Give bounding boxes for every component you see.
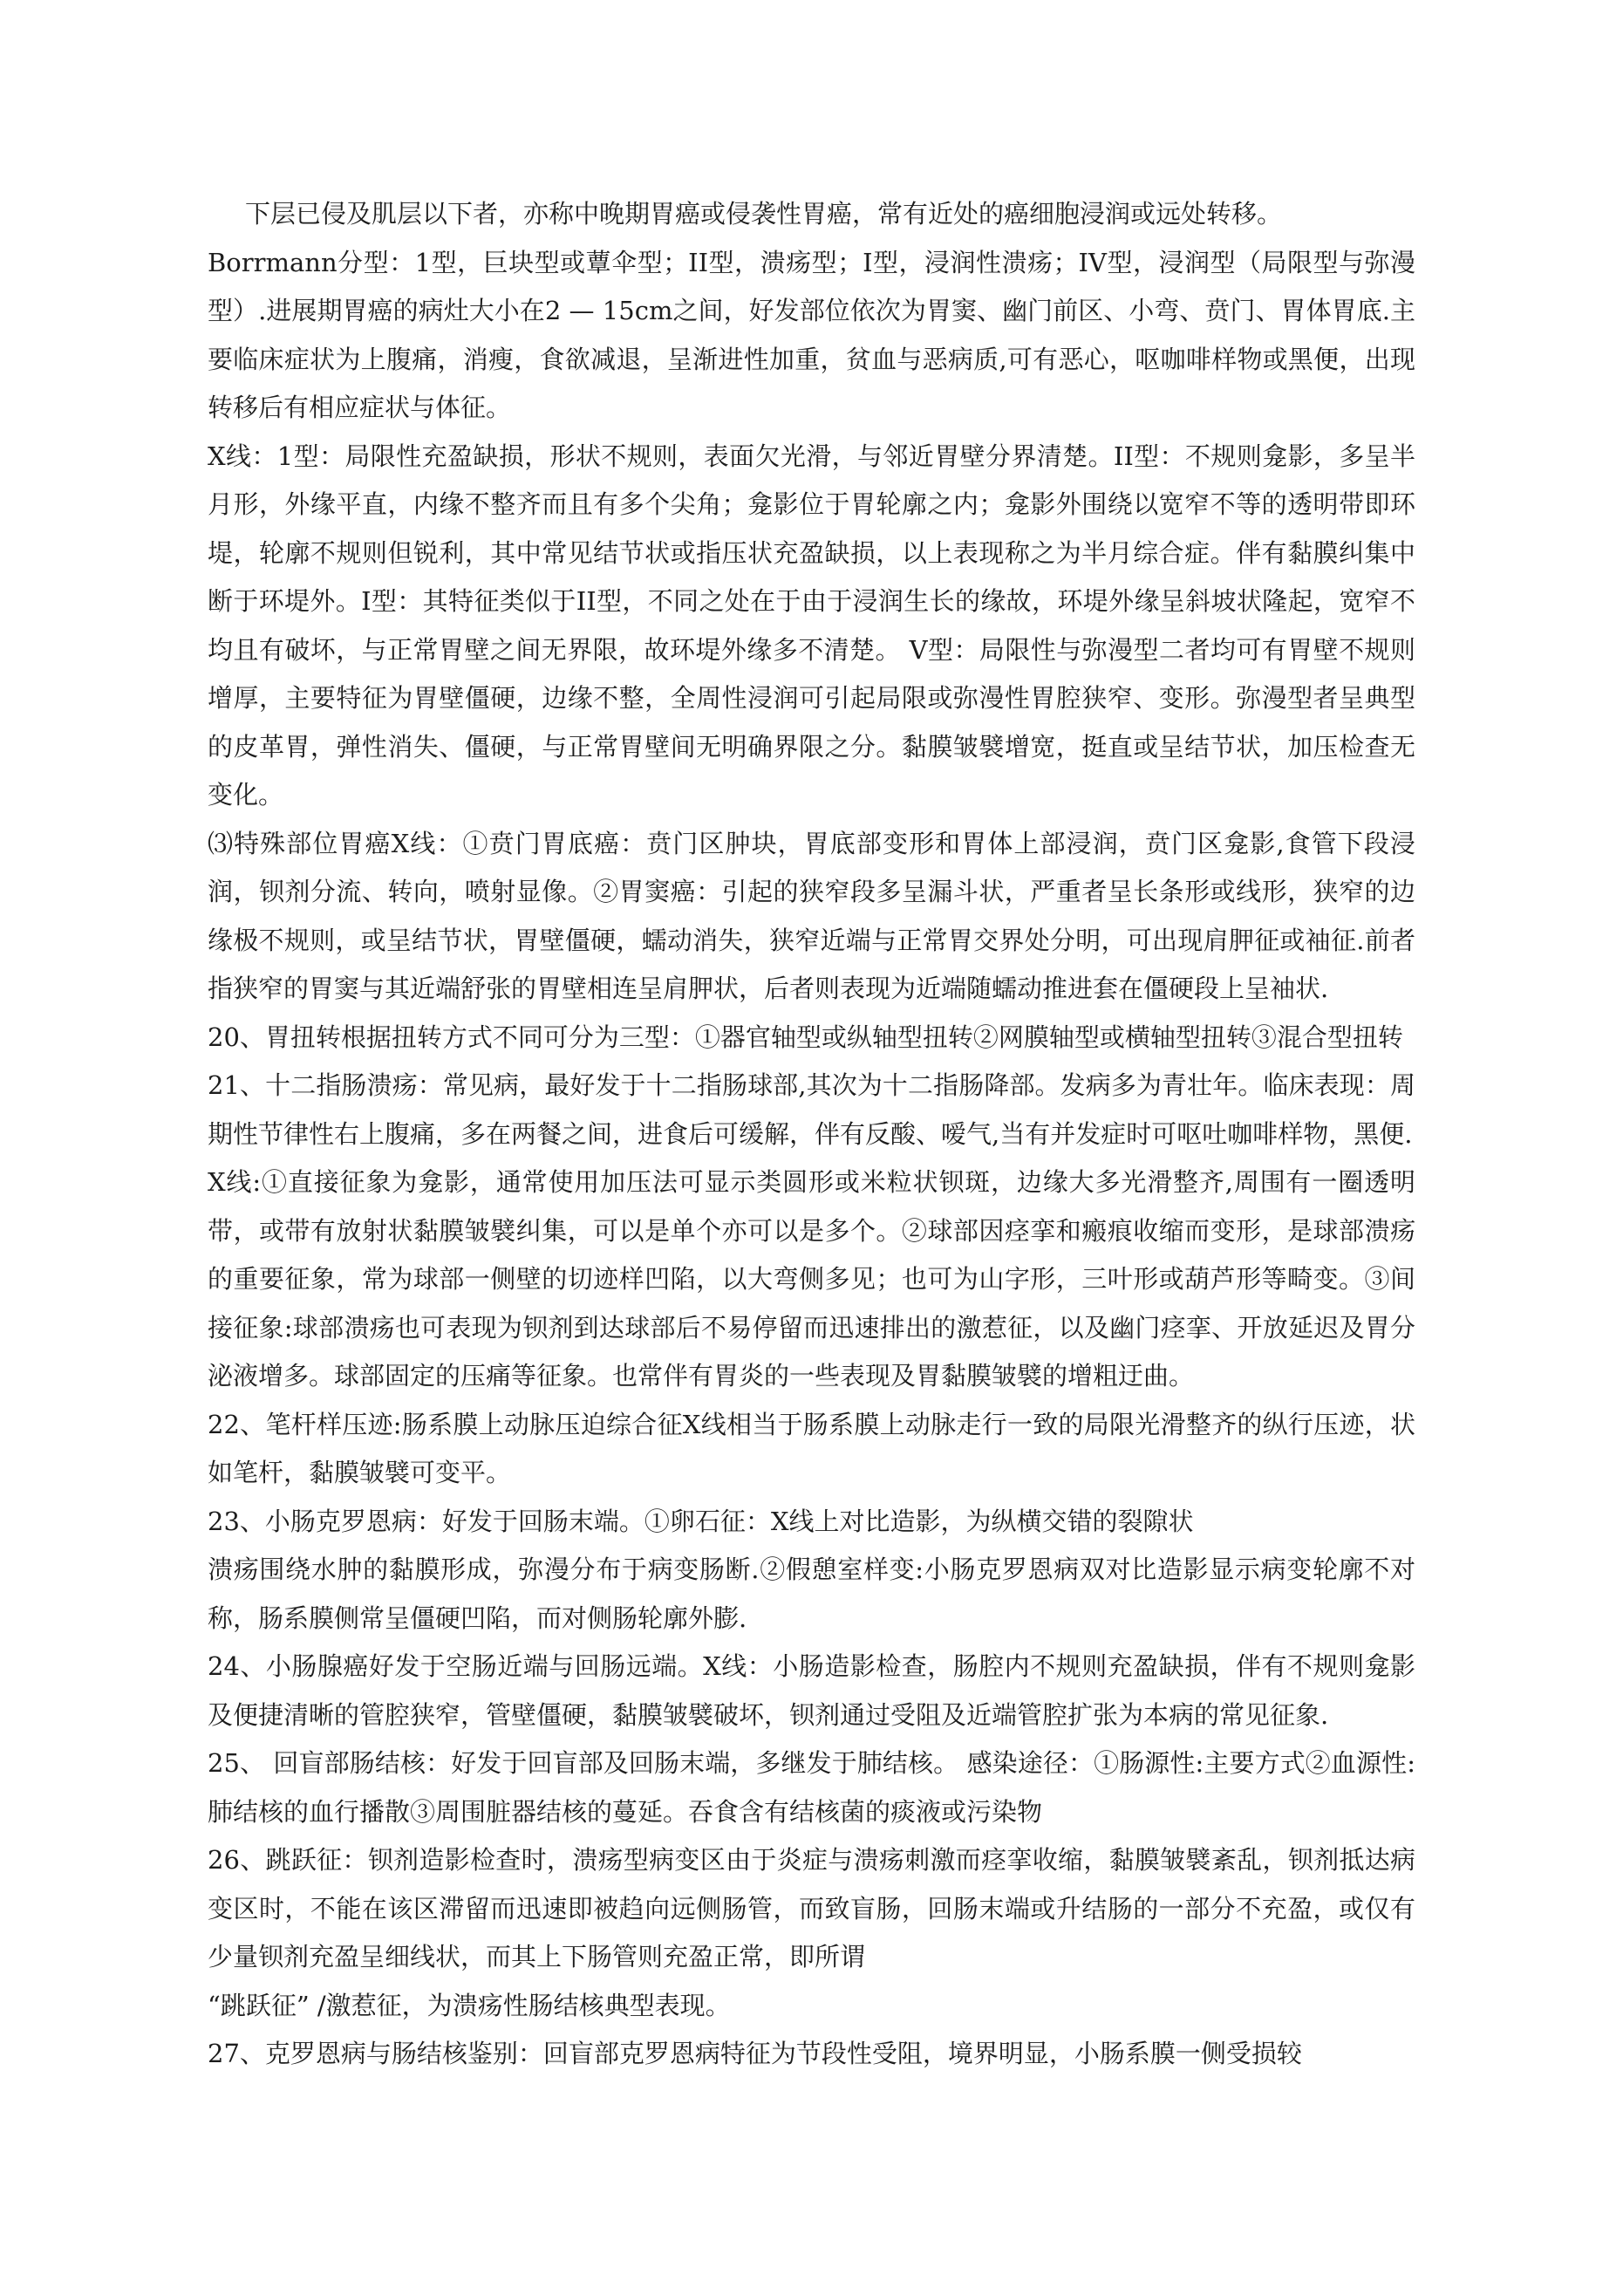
paragraph: 溃疡围绕水肿的黏膜形成，弥漫分布于病变肠断.②假憩室样变:小肠克罗恩病双对比造影显示病变轮廓不对称，肠系膜侧常呈僵硬凹陷，而对侧肠轮廓外膨. (208, 1555, 1415, 1633)
paragraph: ⑶特殊部位胃癌X线：①贲门胃底癌：贲门区肿块，胃底部变形和胃体上部浸润，贲门区龛影,食管下段浸润，钡剂分流、转向，喷射显像。②胃窦癌：引起的狭窄段多呈漏斗状，严重者呈长条形或线形，狭窄的边缘极不规则，或呈结节状，胃壁僵硬，蠕动消失，狭窄近端与正常胃交界处分明，可出现肩胛征或袖征.前者指狭窄的胃窦与其近端舒张的胃壁相连呈肩胛状，后者则表现为近端随蠕动推进套在僵硬段上呈袖状. (208, 828, 1415, 1003)
paragraph: 25、 回盲部肠结核：好发于回盲部及回肠末端，多继发于肺结核。 感染途径：①肠源性:主要方式②血源性:肺结核的血行播散③周围脏器结核的蔓延。吞食含有结核菌的痰液或污染物 (208, 1748, 1415, 1827)
paragraph: X线：1型：局限性充盈缺损，形状不规则，表面欠光滑，与邻近胃壁分界清楚。II型：不规则龛影，多呈半月形，外缘平直，内缘不整齐而且有多个尖角；龛影位于胃轮廓之内；龛影外围绕以宽窄不等的透明带即环堤，轮廓不规则但锐利，其中常见结节状或指压状充盈缺损，以上表现称之为半月综合症。伴有黏膜纠集中断于环堤外。I型：其特征类似于II型，不同之处在于由于浸润生长的缘故，环堤外缘呈斜坡状隆起，宽窄不均且有破坏，与正常胃壁之间无界限，故环堤外缘多不清楚。 V型：局限性与弥漫型二者均可有胃壁不规则增厚，主要特征为胃壁僵硬，边缘不整，全周性浸润可引起局限或弥漫性胃腔狭窄、变形。弥漫型者呈典型的皮革胃，弹性消失、僵硬，与正常胃壁间无明确界限之分。黏膜皱襞增宽，挺直或呈结节状，加压检查无变化。 (208, 441, 1415, 810)
paragraph: 下层已侵及肌层以下者，亦称中晚期胃癌或侵袭性胃癌，常有近处的癌细胞浸润或远处转移。 (245, 199, 1283, 229)
paragraph: 27、克罗恩病与肠结核鉴别：回盲部克罗恩病特征为节段性受阻，境界明显，小肠系膜一侧受损较 (208, 2039, 1302, 2068)
paragraph: 23、小肠克罗恩病：好发于回肠末端。①卵石征：X线上对比造影，为纵横交错的裂隙状 (208, 1506, 1194, 1536)
paragraph: X线:①直接征象为龛影，通常使用加压法可显示类圆形或米粒状钡斑，边缘大多光滑整齐,周围有一圈透明带，或带有放射状黏膜皱襞纠集，可以是单个亦可以是多个。②球部因痉挛和瘢痕收缩而变形，是球部溃疡的重要征象，常为球部一侧壁的切迹样凹陷，以大弯侧多见；也可为山字形，三叶形或葫芦形等畸变。③间接征象:球部溃疡也可表现为钡剂到达球部后不易停留而迅速排出的激惹征，以及幽门痉挛、开放延迟及胃分泌液增多。球部固定的压痛等征象。也常伴有胃炎的一些表现及胃黏膜皱襞的增粗迂曲。 (208, 1167, 1415, 1391)
paragraph: Borrmann分型：1型，巨块型或蕈伞型；II型，溃疡型；I型，浸润性溃疡；IV型，浸润型（局限型与弥漫型）.进展期胃癌的病灶大小在2 — 15cm之间，好发部位依次为胃窦、幽门前区、小弯、贲门、胃体胃底.主要临床症状为上腹痛，消瘦，食欲减退，呈渐进性加重，贫血与恶病质,可有恶心，呕咖啡样物或黑便，出现转移后有相应症状与体征。 (208, 247, 1415, 422)
paragraph: 22、笔杆样压迹:肠系膜上动脉压迫综合征X线相当于肠系膜上动脉走行一致的局限光滑整齐的纵行压迹，状如笔杆，黏膜皱襞可变平。 (208, 1409, 1415, 1487)
paragraph: 20、胃扭转根据扭转方式不同可分为三型：①器官轴型或纵轴型扭转②网膜轴型或横轴型扭转③混合型扭转 (208, 1022, 1403, 1052)
paragraph: 24、小肠腺癌好发于空肠近端与回肠远端。X线：小肠造影检查，肠腔内不规则充盈缺损，伴有不规则龛影及便捷清晰的管腔狭窄，管壁僵硬，黏膜皱襞破坏，钡剂通过受阻及近端管腔扩张为本病的常见征象. (208, 1651, 1415, 1730)
paragraph: 21、十二指肠溃疡：常见病，最好发于十二指肠球部,其次为十二指肠降部。发病多为青壮年。临床表现：周期性节律性右上腹痛，多在两餐之间，进食后可缓解，伴有反酸、嗳气,当有并发症时可呕吐咖啡样物，黑便. (208, 1070, 1415, 1149)
paragraph: 26、跳跃征：钡剂造影检查时，溃疡型病变区由于炎症与溃疡刺激而痉挛收缩，黏膜皱襞紊乱，钡剂抵达病变区时，不能在该区滞留而迅速即被趋向远侧肠管，而致盲肠，回肠末端或升结肠的一部分不充盈，或仅有少量钡剂充盈呈细线状，而其上下肠管则充盈正常，即所谓 (208, 1845, 1415, 1971)
paragraph: “跳跃征” /激惹征，为溃疡性肠结核典型表现。 (208, 1990, 731, 2020)
